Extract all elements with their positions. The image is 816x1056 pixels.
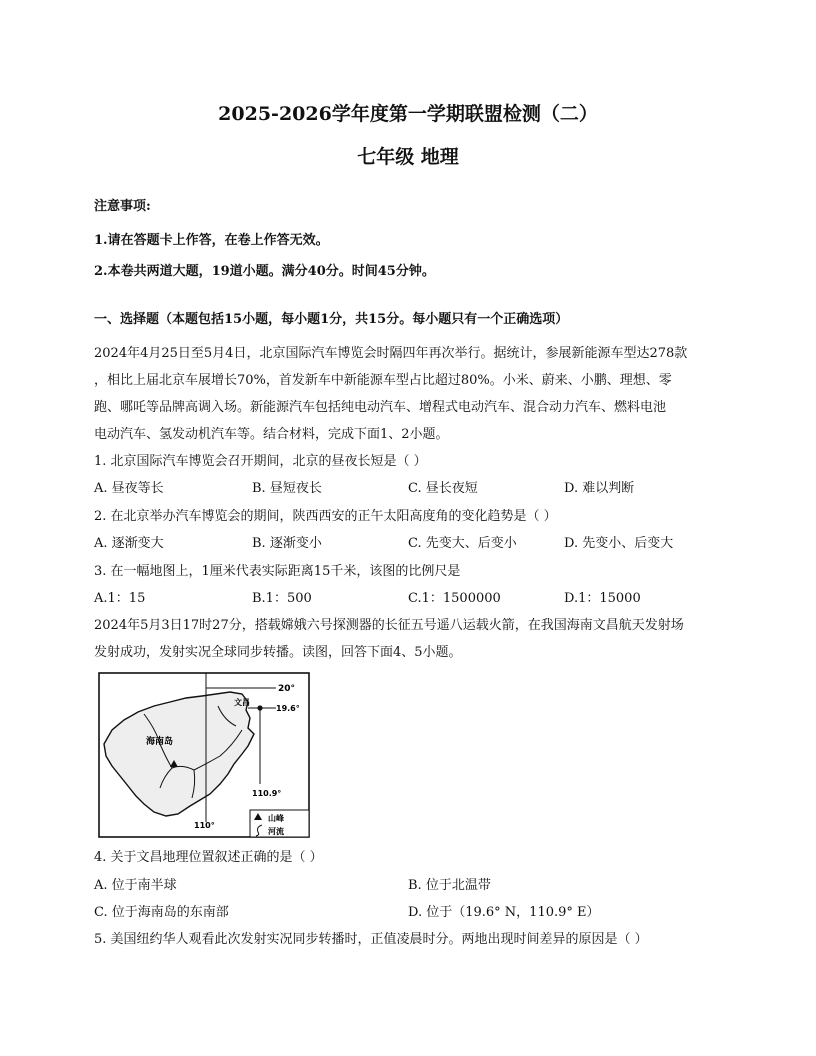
question-3-option-b: B.1：500	[252, 591, 312, 606]
question-3-stem: 3. 在一幅地图上，1厘米代表实际距离15千米，该图的比例尺是	[94, 564, 461, 579]
question-3-option-c: C.1：1500000	[408, 591, 501, 606]
passage1-line: 2024年4月25日至5月4日，北京国际汽车博览会时隔四年再次举行。据统计，参展新能源车型达278款	[94, 346, 688, 361]
question-2-option-d: D. 先变小、后变大	[564, 536, 674, 551]
question-5-stem: 5. 美国纽约华人观看此次发射实况同步转播时，正值凌晨时分。两地出现时间差异的原因是（ ）	[94, 932, 648, 947]
question-1-option-d: D. 难以判断	[564, 481, 635, 496]
question-4-option-c: C. 位于海南岛的东南部	[94, 905, 229, 920]
page-subtitle: 七年级 地理	[357, 146, 459, 168]
question-1-option-c: C. 昼长夜短	[408, 481, 478, 496]
question-3-option-d: D.1：15000	[564, 591, 641, 606]
map-label-lat-top: 20°	[278, 684, 296, 694]
legend-peak-label: 山峰	[268, 814, 284, 823]
map-label-island: 海南岛	[146, 737, 174, 747]
passage1-line: ，相比上届北京车展增长70%，首发新车中新能源车型占比超过80%。小米、蔚来、小鹏、理想、零	[94, 373, 672, 388]
page-title: 2025-2026学年度第一学期联盟检测（二）	[218, 103, 598, 125]
notice-item-1: 1.请在答题卡上作答，在卷上作答无效。	[94, 233, 329, 248]
question-1-stem: 1. 北京国际汽车博览会召开期间，北京的昼夜长短是（ ）	[94, 454, 427, 469]
question-4-option-a: A. 位于南半球	[94, 878, 177, 893]
question-2-option-a: A. 逐渐变大	[94, 536, 164, 551]
question-1-option-b: B. 昼短夜长	[252, 481, 322, 496]
question-2-option-b: B. 逐渐变小	[252, 536, 322, 551]
question-2-stem: 2. 在北京举办汽车博览会的期间，陕西西安的正午太阳高度角的变化趋势是（ ）	[94, 509, 557, 524]
passage2-line: 2024年5月3日17时27分，搭载嫦娥六号探测器的长征五号遥八运载火箭，在我国海南文昌航天发射场	[94, 618, 684, 633]
question-3-option-a: A.1：15	[94, 591, 146, 606]
question-1-option-a: A. 昼夜等长	[94, 481, 164, 496]
question-4-option-d: D. 位于（19.6° N，110.9° E）	[408, 905, 600, 920]
passage1-line: 电动汽车、氢发动机汽车等。结合材料，完成下面1、2小题。	[94, 427, 449, 442]
map-label-lon-left: 110°	[194, 821, 215, 830]
section-heading: 一、选择题（本题包括15小题，每小题1分，共15分。每小题只有一个正确选项）	[94, 312, 569, 327]
map-label-lon-right: 110.9°	[252, 789, 282, 798]
hainan-map	[98, 672, 310, 838]
passage2-line: 发射成功，发射实况全球同步转播。读图，回答下面4、5小题。	[94, 645, 462, 660]
wenchang-point	[257, 705, 262, 710]
notice-item-2: 2.本卷共两道大题，19道小题。满分40分。时间45分钟。	[94, 264, 435, 279]
legend-river-label: 河流	[268, 827, 284, 836]
question-4-option-b: B. 位于北温带	[408, 878, 491, 893]
passage1-line: 跑、哪吒等品牌高调入场。新能源汽车包括纯电动汽车、增程式电动汽车、混合动力汽车、燃料电池	[94, 400, 667, 415]
map-label-city: 文昌	[234, 698, 250, 707]
question-4-stem: 4. 关于文昌地理位置叙述正确的是（ ）	[94, 850, 323, 865]
notice-heading: 注意事项:	[94, 199, 151, 214]
map-label-lat-mid: 19.6°	[276, 704, 300, 713]
question-2-option-c: C. 先变大、后变小	[408, 536, 517, 551]
